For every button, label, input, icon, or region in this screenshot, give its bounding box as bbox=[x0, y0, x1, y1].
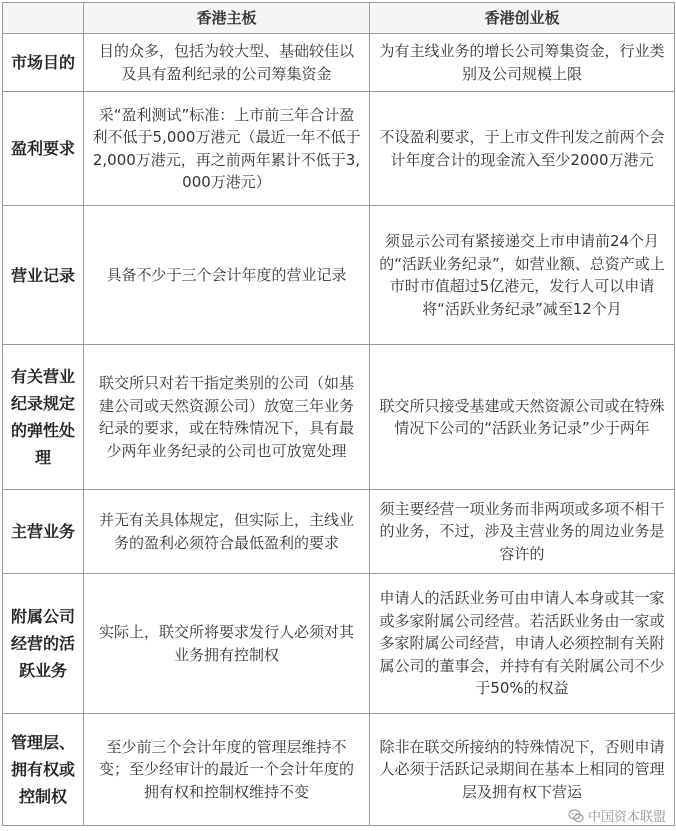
header-gem-board: 香港创业板 bbox=[370, 3, 675, 34]
row-label: 有关营业纪录规定的弹性处理 bbox=[3, 345, 84, 490]
gem-board-cell: 联交所只接受基建或天然资源公司或在特殊情况下公司的“活跃业务记录”少于两年 bbox=[370, 345, 675, 490]
main-board-cell: 并无有关具体规定，但实际上，主线业务的盈利必须符合最低盈利的要求 bbox=[84, 490, 370, 574]
gem-board-cell: 须主要经营一项业务而非两项或多项不相干的业务，不过，涉及主营业务的周边业务是容许的 bbox=[370, 490, 675, 574]
gem-board-cell: 除非在联交所接纳的特殊情况下，否则申请人必须于活跃记录期间在基本上相同的管理层及拥有权下营运 bbox=[370, 714, 675, 826]
table-row bbox=[3, 206, 675, 345]
row-label: 营业记录 bbox=[3, 206, 84, 345]
main-board-cell: 联交所只对若干指定类别的公司（如基建公司或天然资源公司）放宽三年业务纪录的要求，或在特殊情况下，具有最少两年业务纪录的公司也可放宽处理 bbox=[84, 345, 370, 490]
row-label: 主营业务 bbox=[3, 490, 84, 574]
comparison-table bbox=[2, 2, 675, 826]
gem-board-cell: 为有主线业务的增长公司筹集资金，行业类别及公司规模上限 bbox=[370, 34, 675, 92]
table-row bbox=[3, 574, 675, 714]
watermark-text: 中国资本联盟 bbox=[587, 810, 666, 825]
main-board-cell: 具备不少于三个会计年度的营业记录 bbox=[84, 206, 370, 345]
gem-board-cell: 申请人的活跃业务可由申请人本身或其一家或多家附属公司经营。若活跃业务由一家或多家附属公司经营，申请人必须控制有关附属公司的董事会，并持有有关附属公司不少于50%的权益 bbox=[370, 574, 675, 714]
watermark bbox=[568, 806, 666, 825]
main-board-cell: 实际上，联交所将要求发行人必须对其业务拥有控制权 bbox=[84, 574, 370, 714]
row-label: 市场目的 bbox=[3, 34, 84, 92]
row-label: 盈利要求 bbox=[3, 92, 84, 206]
table-row bbox=[3, 34, 675, 92]
table-header-row bbox=[3, 3, 675, 34]
row-label: 管理层、拥有权或控制权 bbox=[3, 714, 84, 826]
gem-board-cell: 不设盈利要求，于上市文件刊发之前两个会计年度合计的现金流入至少2000万港元 bbox=[370, 92, 675, 206]
table-row bbox=[3, 92, 675, 206]
header-corner bbox=[3, 3, 84, 34]
main-board-cell: 目的众多，包括为较大型、基础较佳以及具有盈利纪录的公司筹集资金 bbox=[84, 34, 370, 92]
table-row bbox=[3, 345, 675, 490]
wechat-icon bbox=[568, 808, 584, 824]
main-board-cell: 至少前三个会计年度的管理层维持不变；至少经审计的最近一个会计年度的拥有权和控制权维持不变 bbox=[84, 714, 370, 826]
main-board-cell: 采“盈利测试”标准：上市前三年合计盈利不低于5,000万港元（最近一年不低于2,000万港元，再之前两年累计不低于3,000万港元） bbox=[84, 92, 370, 206]
header-main-board: 香港主板 bbox=[84, 3, 370, 34]
row-label: 附属公司经营的活跃业务 bbox=[3, 574, 84, 714]
table-row bbox=[3, 490, 675, 574]
gem-board-cell: 须显示公司有紧接递交上市申请前24个月的“活跃业务纪录”，如营业额、总资产或上市时市值超过5亿港元，发行人可以申请将“活跃业务纪录”减至12个月 bbox=[370, 206, 675, 345]
